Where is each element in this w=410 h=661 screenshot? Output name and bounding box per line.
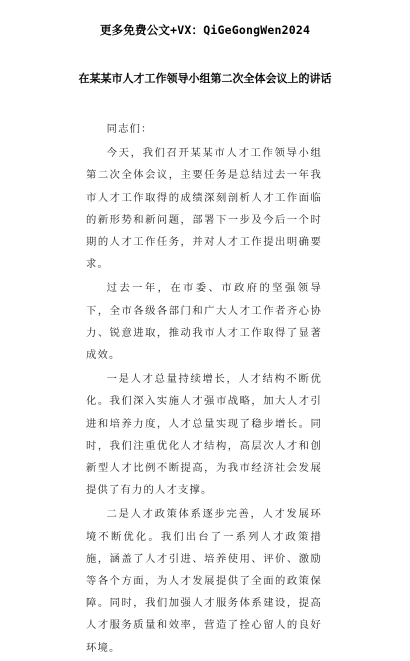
paragraph: 二是人才政策体系逐步完善，人才发展环境不断优化。我们出台了一系列人才政策措施，涵盖了人才引进、培养使用、评价、激励等各个方面，为人才发展提供了全面的政策保障。同时，我们加强人才服务体系建设，提高人才服务质量和效率，营造了拴心留人的良好环境。 [86, 508, 322, 654]
document-title: 在某某市人才工作领导小组第二次全体会议上的讲话 [78, 72, 332, 85]
salutation: 同志们： [106, 123, 153, 135]
document-body [86, 118, 322, 661]
paragraph: 一是人才总量持续增长，人才结构不断优化。我们深入实施人才强市战略，加大人才引进和培养力度，人才总量实现了稳步增长。同时，我们注重优化人才结构，高层次人才和创新型人才比例不断提高，为我市经济社会发展提供了有力的人才支撑。 [86, 373, 322, 497]
paragraph: 今天，我们召开某某市人才工作领导小组第二次全体会议，主要任务是总结过去一年我市人才工作取得的成绩深刻剖析人才工作面临的新形势和新问题，部署下一步及今后一个时期的人才工作任务，并对人才工作提出明确要求。 [86, 147, 322, 271]
promo-banner: 更多免费公文+VX：QiGeGongWen2024 [99, 23, 311, 37]
paragraph: 过去一年，在市委、市政府的坚强领导下，全市各级各部门和广大人才工作者齐心协力、锐意进取，推动我市人才工作取得了显著成效。 [86, 282, 322, 362]
